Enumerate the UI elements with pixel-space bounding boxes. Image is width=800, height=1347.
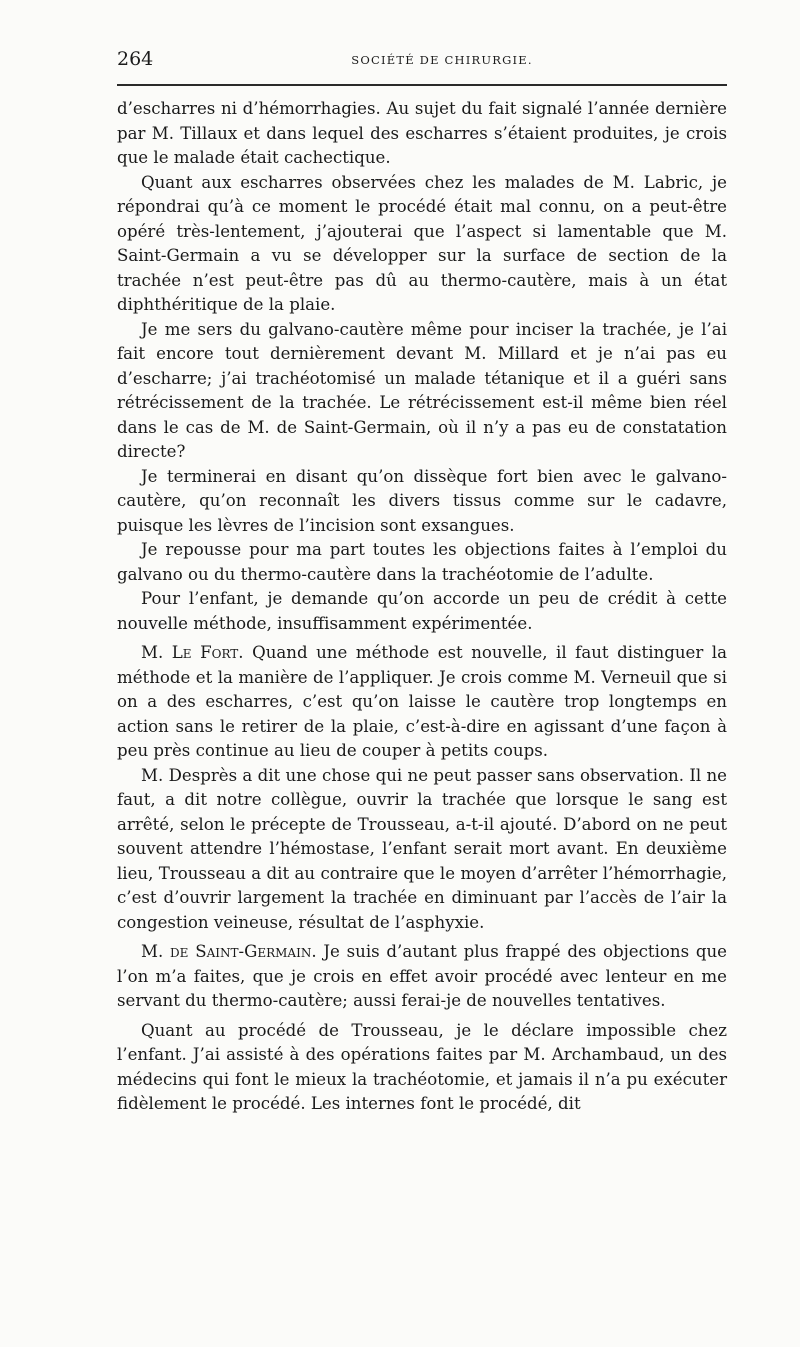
page-number: 264	[117, 48, 154, 70]
speaker-name: M. Le Fort.	[141, 643, 244, 662]
paragraph: Quant aux escharres observées chez les malades de M. Labric, je répondrai qu’à ce moment le procédé était mal connu, on a peut-être opéré très-lentement, j’ajouterai que l’aspect si lamentable que M. Saint-Germain a vu se développer sur la surface de section de la trachée n’est peut-être pas dû au thermo-cautère, mais à un état diphthéritique de la plaie.	[117, 172, 727, 314]
header-rule	[117, 84, 727, 86]
paragraph: M. Desprès a dit une chose qui ne peut passer sans observation. Il ne faut, a dit notre collègue, ouvrir la trachée que lorsque le sang est arrêté, selon le précepte de Trousseau, a-t-il ajouté. D’abord on ne peut souvent attendre l’hémostase, l’enfant serait mort avant. En deuxième lieu, Trousseau a dit au contraire que le moyen d’arrêter l’hémorrhagie, c’est d’ouvrir largement la trachée en diminuant par l’accès de l’air la congestion veineuse, résultat de l’asphyxie.	[117, 765, 727, 932]
paragraph: Quant au procédé de Trousseau, je le déclare impossible chez l’enfant. J’ai assisté à des opérations faites par M. Archambaud, un des médecins qui font le mieux la trachéotomie, et jamais il n’a pu exécuter fidèlement le procédé. Les internes font le procédé, dit	[117, 1020, 727, 1113]
body-text	[117, 97, 727, 1117]
running-head: SOCIÉTÉ DE CHIRURGIE.	[351, 53, 533, 67]
paragraph: M. de Saint-Germain. Je suis d’autant plus frappé des objections que l’on m’a faites, que je crois en effet avoir procédé avec lenteur en me servant du thermo-cautère; aussi ferai-je de nouvelles tentatives.	[117, 942, 727, 1010]
paragraph: d’escharres ni d’hémorrhagies. Au sujet du fait signalé l’année dernière par M. Tillaux et dans lequel des escharres s’étaient produites, je crois que le malade était cachectique.	[117, 99, 727, 167]
paragraph: Je me sers du galvano-cautère même pour inciser la trachée, je l’ai fait encore tout dernièrement devant M. Millard et je n’ai pas eu d’escharre; j’ai trachéotomisé un malade tétanique et il a guéri sans rétrécissement de la trachée. Le rétrécissement est-il même bien réel dans le cas de M. de Saint-Germain, où il n’y a pas eu de constatation directe?	[117, 319, 727, 461]
paragraph: M. Le Fort. Quand une méthode est nouvelle, il faut distinguer la méthode et la manière de l’appliquer. Je crois comme M. Verneuil que si on a des escharres, c’est qu’on laisse le cautère trop longtemps en action sans le retirer de la plaie, c’est-à-dire en agissant d’une façon à peu près continue au lieu de couper à petits coups.	[117, 643, 727, 760]
page-header	[117, 44, 727, 74]
speaker-name: M. de Saint-Germain.	[141, 942, 317, 961]
paragraph: Je repousse pour ma part toutes les objections faites à l’emploi du galvano ou du thermo-cautère dans la trachéotomie de l’adulte.	[117, 540, 727, 584]
paragraph: Pour l’enfant, je demande qu’on accorde un peu de crédit à cette nouvelle méthode, insuffisamment expérimentée.	[117, 589, 727, 633]
paragraph: Je terminerai en disant qu’on dissèque fort bien avec le galvano-cautère, qu’on reconnaît les divers tissus comme sur le cadavre, puisque les lèvres de l’incision sont exsangues.	[117, 466, 727, 535]
